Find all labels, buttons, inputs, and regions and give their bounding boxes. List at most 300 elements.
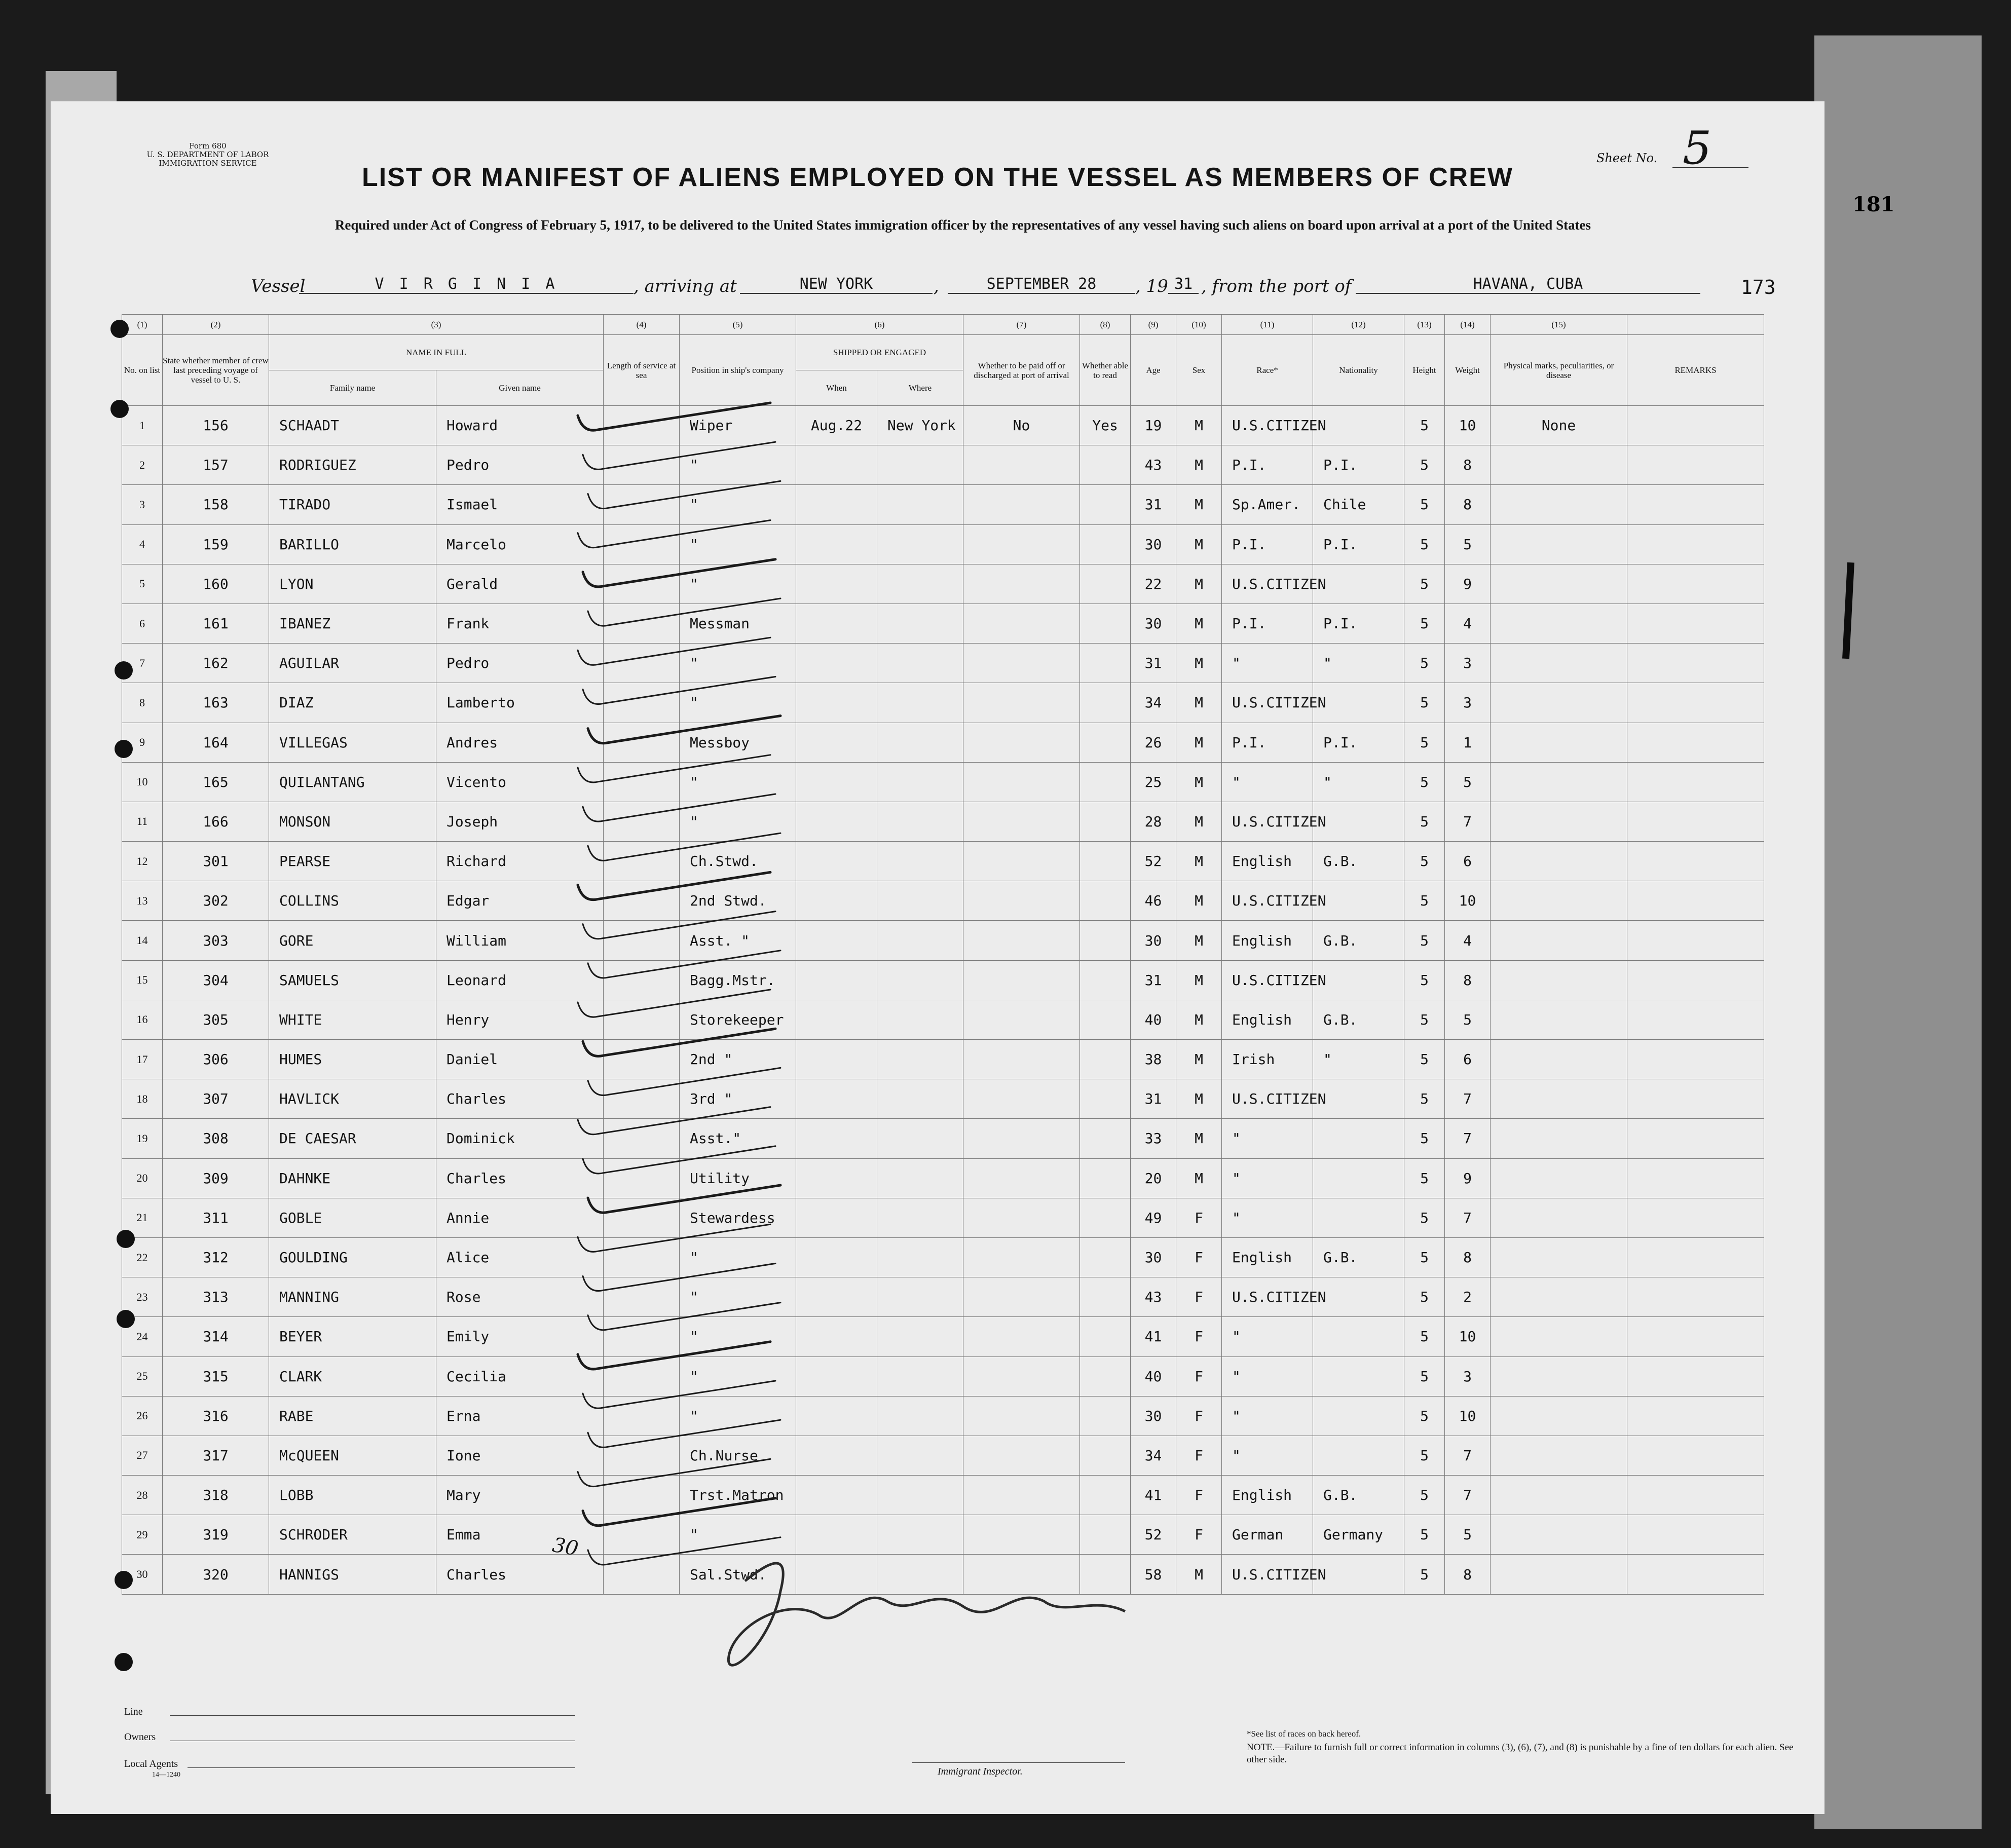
col-num-12: (12) [1313,315,1404,335]
arrival-date: SEPTEMBER 28 [948,275,1135,294]
check-mark [588,1537,780,1565]
col-num-9: (9) [1131,315,1176,335]
previous-voyage-cell: 308 [163,1119,269,1158]
inspector-signature [728,1563,1125,1665]
height-cell: 5 [1404,564,1445,604]
family-name-cell: IBANEZ [269,604,436,643]
race-cell: " [1222,1436,1313,1475]
given-name-cell: Marcelo [436,524,604,564]
family-name-cell: SCHRODER [269,1515,436,1555]
header-sex: Sex [1176,335,1222,406]
col-num-7: (7) [963,315,1080,335]
binder-hole [117,1230,135,1248]
given-name-cell: Richard [436,842,604,881]
nationality-cell: Germany [1313,1515,1404,1555]
given-name-cell: Emily [436,1317,604,1356]
race-cell: Sp.Amer. [1222,485,1313,524]
nationality-cell: P.I. [1313,604,1404,643]
footer-agents-label: Local Agents [124,1758,178,1769]
previous-voyage-cell: 303 [163,921,269,960]
race-cell: English [1222,1237,1313,1277]
weight-cell: 6 [1445,1040,1491,1079]
year-prefix: , 19 [1135,276,1168,296]
previous-voyage-cell: 311 [163,1198,269,1237]
row-number-cell: 16 [122,1000,163,1039]
height-cell: 5 [1404,881,1445,921]
age-cell: 31 [1131,485,1176,524]
given-name-cell: Dominick [436,1119,604,1158]
vessel-label: Vessel [251,276,306,296]
weight-cell: 2 [1445,1277,1491,1317]
height-cell: 5 [1404,485,1445,524]
height-cell: 5 [1404,1356,1445,1396]
position-cell: " [680,1356,796,1396]
footer-owners-label: Owners [124,1731,156,1743]
sex-cell: F [1176,1436,1222,1475]
weight-cell: 8 [1445,445,1491,485]
position-cell: " [680,683,796,723]
col-num-10: (10) [1176,315,1222,335]
sex-cell: F [1176,1198,1222,1237]
height-cell: 5 [1404,1277,1445,1317]
given-name-cell: Henry [436,1000,604,1039]
age-cell: 41 [1131,1317,1176,1356]
position-cell: " [680,524,796,564]
sex-cell: F [1176,1476,1222,1515]
family-name-cell: GORE [269,921,436,960]
given-name-cell: Charles [436,1079,604,1119]
race-cell: U.S.CITIZEN [1222,1079,1313,1119]
age-cell: 30 [1131,604,1176,643]
given-name-cell: Erna [436,1396,604,1436]
family-name-cell: SAMUELS [269,960,436,1000]
header-given-name: Given name [436,370,604,406]
row-number-cell: 21 [122,1198,163,1237]
age-cell: 20 [1131,1158,1176,1198]
previous-voyage-cell: 305 [163,1000,269,1039]
weight-cell: 3 [1445,644,1491,683]
height-cell: 5 [1404,921,1445,960]
family-name-cell: TIRADO [269,485,436,524]
weight-cell: 7 [1445,1436,1491,1475]
age-cell: 34 [1131,683,1176,723]
race-cell: " [1222,644,1313,683]
sex-cell: M [1176,445,1222,485]
age-cell: 26 [1131,723,1176,762]
sex-cell: F [1176,1396,1222,1436]
header-paid-off: Whether to be paid off or discharged at port of arrival [963,335,1080,406]
race-note: *See list of races on back hereof. [1247,1729,1361,1739]
check-mark [583,1381,775,1408]
age-cell: 58 [1131,1555,1176,1594]
check-mark [588,1303,780,1330]
department: U. S. DEPARTMENT OF LABOR [146,150,269,159]
age-cell: 30 [1131,1396,1176,1436]
sex-cell: M [1176,1555,1222,1594]
header-when: When [796,370,877,406]
family-name-cell: BEYER [269,1317,436,1356]
family-name-cell: RODRIGUEZ [269,445,436,485]
weight-cell: 1 [1445,723,1491,762]
age-cell: 22 [1131,564,1176,604]
position-cell: " [680,1396,796,1436]
height-cell: 5 [1404,1515,1445,1555]
check-mark [578,755,770,782]
given-name-cell: Ismael [436,485,604,524]
family-name-cell: MANNING [269,1277,436,1317]
check-mark [588,1420,780,1447]
form-number: Form 680 [189,141,227,150]
row-number-cell: 13 [122,881,163,921]
family-name-cell: QUILANTANG [269,762,436,802]
given-name-cell: Frank [436,604,604,643]
check-marks [578,403,780,1565]
handwritten-marks [51,101,1824,1814]
row-number-cell: 9 [122,723,163,762]
check-mark [578,872,770,899]
position-cell: 3rd " [680,1079,796,1119]
header-physical: Physical marks, peculiarities, or disease [1491,335,1627,406]
binder-hole [115,1571,133,1589]
age-cell: 19 [1131,406,1176,445]
row-number-cell: 7 [122,644,163,683]
row-number-cell: 5 [122,564,163,604]
shipped-where-cell: New York [877,406,963,445]
given-name-cell: Howard [436,406,604,445]
family-name-cell: BARILLO [269,524,436,564]
check-mark [588,833,780,860]
sex-cell: F [1176,1317,1222,1356]
height-cell: 5 [1404,960,1445,1000]
sex-cell: M [1176,1040,1222,1079]
family-name-cell: GOBLE [269,1198,436,1237]
sex-cell: M [1176,960,1222,1000]
row-number-cell: 18 [122,1079,163,1119]
age-cell: 33 [1131,1119,1176,1158]
check-mark [583,912,775,939]
nationality-cell: " [1313,644,1404,683]
age-cell: 46 [1131,881,1176,921]
nationality-cell: " [1313,1040,1404,1079]
position-cell: Ch.Nurse [680,1436,796,1475]
family-name-cell: CLARK [269,1356,436,1396]
family-name-cell: HANNIGS [269,1555,436,1594]
check-mark [588,481,780,508]
header-race: Race* [1222,335,1313,406]
given-name-cell: Pedro [436,445,604,485]
previous-voyage-cell: 307 [163,1079,269,1119]
position-cell: " [680,762,796,802]
nationality-cell: G.B. [1313,842,1404,881]
sex-cell: M [1176,921,1222,960]
height-cell: 5 [1404,604,1445,643]
count-mark: 30 [550,1533,580,1561]
weight-cell: 7 [1445,1198,1491,1237]
position-cell: " [680,445,796,485]
previous-voyage-cell: 315 [163,1356,269,1396]
check-mark [578,1224,770,1252]
height-cell: 5 [1404,445,1445,485]
sex-cell: F [1176,1356,1222,1396]
check-mark [578,520,770,548]
previous-voyage-cell: 312 [163,1237,269,1277]
height-cell: 5 [1404,1237,1445,1277]
binder-hole [115,661,133,680]
sex-cell: M [1176,564,1222,604]
race-cell: U.S.CITIZEN [1222,406,1313,445]
binder-hole [117,1310,135,1328]
height-cell: 5 [1404,723,1445,762]
page-reference: 173 [1741,276,1776,298]
weight-cell: 8 [1445,1237,1491,1277]
height-cell: 5 [1404,762,1445,802]
col-num-8: (8) [1080,315,1131,335]
sex-cell: M [1176,683,1222,723]
check-mark [588,716,780,743]
row-number-cell: 20 [122,1158,163,1198]
sex-cell: M [1176,723,1222,762]
header-name-in-full: NAME IN FULL [269,335,604,370]
arriving-port: NEW YORK [740,275,933,294]
nationality-cell: G.B. [1313,1000,1404,1039]
given-name-cell: Daniel [436,1040,604,1079]
age-cell: 43 [1131,1277,1176,1317]
family-name-cell: LOBB [269,1476,436,1515]
previous-voyage-cell: 161 [163,604,269,643]
position-cell: " [680,1515,796,1555]
position-cell: " [680,802,796,841]
given-name-cell: Pedro [436,644,604,683]
race-cell: U.S.CITIZEN [1222,1555,1313,1594]
position-cell: Asst. " [680,921,796,960]
age-cell: 43 [1131,445,1176,485]
height-cell: 5 [1404,644,1445,683]
nationality-cell: P.I. [1313,723,1404,762]
previous-voyage-cell: 159 [163,524,269,564]
age-cell: 30 [1131,524,1176,564]
arriving-label: , arriving at [634,276,737,296]
given-name-cell: Andres [436,723,604,762]
page-subtitle: Required under Act of Congress of February 5, 1917, to be delivered to the United States immigration officer by the representatives of any vessel having such aliens on board upon arrival at a port of the United States [334,217,1591,233]
row-number-cell: 23 [122,1277,163,1317]
col-num-5: (5) [680,315,796,335]
age-cell: 31 [1131,644,1176,683]
race-cell: P.I. [1222,524,1313,564]
sex-cell: M [1176,524,1222,564]
race-cell: U.S.CITIZEN [1222,1277,1313,1317]
family-name-cell: COLLINS [269,881,436,921]
header-weight: Weight [1445,335,1491,406]
given-name-cell: Ione [436,1436,604,1475]
family-name-cell: AGUILAR [269,644,436,683]
position-cell: " [680,564,796,604]
position-cell: Wiper [680,406,796,445]
age-cell: 30 [1131,1237,1176,1277]
sheet-label: Sheet No. [1596,151,1658,165]
header-no-on-list: No. on list [122,335,163,406]
position-cell: Stewardess [680,1198,796,1237]
previous-voyage-cell: 318 [163,1476,269,1515]
height-cell: 5 [1404,524,1445,564]
height-cell: 5 [1404,1396,1445,1436]
height-cell: 5 [1404,1040,1445,1079]
weight-cell: 8 [1445,1555,1491,1594]
weight-cell: 10 [1445,1396,1491,1436]
height-cell: 5 [1404,1000,1445,1039]
race-cell: German [1222,1515,1313,1555]
binder-hole [115,1653,133,1671]
height-cell: 5 [1404,406,1445,445]
height-cell: 5 [1404,802,1445,841]
from-port: HAVANA, CUBA [1356,275,1700,294]
check-mark [583,676,775,704]
weight-cell: 8 [1445,960,1491,1000]
row-number-cell: 4 [122,524,163,564]
previous-voyage-cell: 165 [163,762,269,802]
position-cell: 2nd Stwd. [680,881,796,921]
row-number-cell: 11 [122,802,163,841]
weight-cell: 3 [1445,683,1491,723]
header-age: Age [1131,335,1176,406]
race-cell: P.I. [1222,604,1313,643]
previous-voyage-cell: 313 [163,1277,269,1317]
given-name-cell: Mary [436,1476,604,1515]
row-number-cell: 14 [122,921,163,960]
check-mark [583,1146,775,1174]
position-cell: Utility [680,1158,796,1198]
row-number-cell: 3 [122,485,163,524]
side-page-number: 181 [1852,193,1895,216]
row-number-cell: 25 [122,1356,163,1396]
row-number-cell: 6 [122,604,163,643]
family-name-cell: DE CAESAR [269,1119,436,1158]
sex-cell: M [1176,644,1222,683]
given-name-cell: William [436,921,604,960]
race-cell: English [1222,1476,1313,1515]
header-where: Where [877,370,963,406]
family-name-cell: PEARSE [269,842,436,881]
check-mark [583,1263,775,1291]
age-cell: 31 [1131,1079,1176,1119]
race-cell: P.I. [1222,445,1313,485]
race-cell: U.S.CITIZEN [1222,960,1313,1000]
sex-cell: F [1176,1515,1222,1555]
height-cell: 5 [1404,683,1445,723]
previous-voyage-cell: 158 [163,485,269,524]
check-mark [588,1068,780,1095]
age-cell: 28 [1131,802,1176,841]
row-number-cell: 27 [122,1436,163,1475]
height-cell: 5 [1404,1317,1445,1356]
race-cell: Irish [1222,1040,1313,1079]
given-name-cell: Leonard [436,960,604,1000]
able-to-read-cell: Yes [1080,406,1131,445]
weight-cell: 5 [1445,762,1491,802]
previous-voyage-cell: 319 [163,1515,269,1555]
footer-form-ref: 14—1240 [152,1771,180,1779]
position-cell: Asst." [680,1119,796,1158]
position-cell: Ch.Stwd. [680,842,796,881]
family-name-cell: MONSON [269,802,436,841]
check-mark [578,637,770,665]
row-number-cell: 19 [122,1119,163,1158]
age-cell: 52 [1131,1515,1176,1555]
family-name-cell: RABE [269,1396,436,1436]
race-cell: " [1222,1198,1313,1237]
previous-voyage-cell: 156 [163,406,269,445]
position-cell: Messman [680,604,796,643]
sex-cell: M [1176,881,1222,921]
weight-cell: 10 [1445,1317,1491,1356]
previous-voyage-cell: 316 [163,1396,269,1436]
given-name-cell: Vicento [436,762,604,802]
age-cell: 49 [1131,1198,1176,1237]
col-num-4: (4) [604,315,680,335]
nationality-cell: G.B. [1313,921,1404,960]
header-family-name: Family name [269,370,436,406]
height-cell: 5 [1404,1079,1445,1119]
sex-cell: M [1176,1119,1222,1158]
check-mark [578,990,770,1017]
paid-off-cell: No [963,406,1080,445]
row-number-cell: 22 [122,1237,163,1277]
race-cell: " [1222,1119,1313,1158]
height-cell: 5 [1404,1436,1445,1475]
header-state-whether: State whether member of crew last preceding voyage of vessel to U. S. [163,335,269,406]
position-cell: Messboy [680,723,796,762]
weight-cell: 5 [1445,524,1491,564]
service: IMMIGRATION SERVICE [159,159,257,168]
age-cell: 52 [1131,842,1176,881]
weight-cell: 9 [1445,564,1491,604]
col-num-15: (15) [1491,315,1627,335]
height-cell: 5 [1404,1119,1445,1158]
position-cell: Storekeeper [680,1000,796,1039]
sex-cell: M [1176,604,1222,643]
weight-cell: 4 [1445,921,1491,960]
sheet-number: 5 [1683,122,1712,175]
check-mark [588,598,780,626]
position-cell: Sal.Stwd. [680,1555,796,1594]
vessel-name: V I R G I N I A [299,275,634,294]
race-cell: P.I. [1222,723,1313,762]
check-mark [578,1459,770,1486]
weight-cell: 7 [1445,1079,1491,1119]
given-name-cell: Cecilia [436,1356,604,1396]
weight-cell: 7 [1445,1476,1491,1515]
race-cell: U.S.CITIZEN [1222,881,1313,921]
previous-voyage-cell: 317 [163,1436,269,1475]
given-name-cell: Alice [436,1237,604,1277]
nationality-cell: G.B. [1313,1476,1404,1515]
nationality-cell: G.B. [1313,1237,1404,1277]
physical-marks-cell: None [1491,406,1627,445]
sex-cell: M [1176,1158,1222,1198]
previous-voyage-cell: 160 [163,564,269,604]
age-cell: 40 [1131,1000,1176,1039]
family-name-cell: SCHAADT [269,406,436,445]
family-name-cell: GOULDING [269,1237,436,1277]
check-mark [583,559,775,587]
binder-hole [115,740,133,758]
previous-voyage-cell: 157 [163,445,269,485]
family-name-cell: McQUEEN [269,1436,436,1475]
position-cell: Bagg.Mstr. [680,960,796,1000]
race-cell: " [1222,1158,1313,1198]
previous-voyage-cell: 306 [163,1040,269,1079]
given-name-cell: Lamberto [436,683,604,723]
col-num-3: (3) [269,315,604,335]
